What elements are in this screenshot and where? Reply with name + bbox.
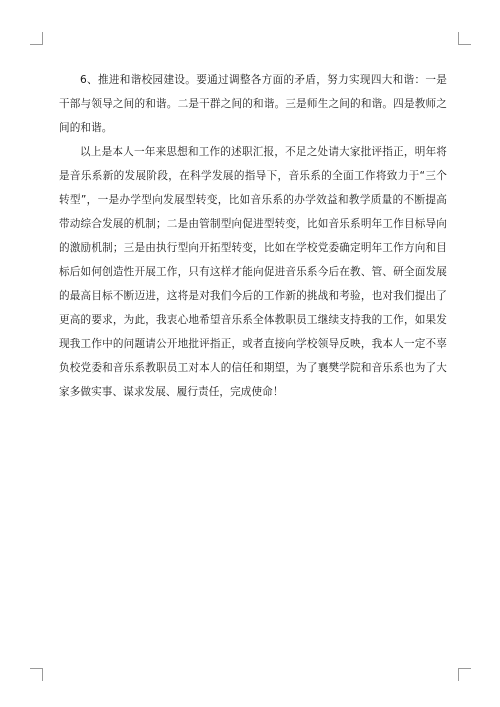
crop-mark-bottom-right <box>458 668 471 681</box>
crop-mark-top-right <box>458 32 471 45</box>
paragraph-harmonious-campus: 6、推进和谐校园建设。要通过调整各方面的矛盾，努力实现四大和谐：一是干部与领导之间的和谐。二是干群之间的和谐。三是师生之间的和谐。四是教师之间的和谐。 <box>59 74 447 134</box>
document-body <box>59 68 447 404</box>
paragraph-summary: 以上是本人一年来思想和工作的述职汇报，不足之处请大家批评指正，明年将是音乐系新的发展阶段，在科学发展的指导下，音乐系的全面工作将致力于“三个转型”，一是办学型向发展型转变，比如音乐系的办学效益和教学质量的不断提高带动综合发展的机制；二是由管制型向促进型转变，比如音乐系明年工作目标导向的激励机制；三是由执行型向开拓型转变，比如在学校党委确定明年工作方向和目标后如何创造性开展工作，只有这样才能向促进音乐系今后在教、管、研全面发展的最高目标不断迈进，这将是对我们今后的工作新的挑战和考验，也对我们提出了更高的要求，为此，我衷心地希望音乐系全体教职员工继续支持我的工作，如果发现我工作中的问题请公开地批评指正，或者直接向学校领导反映，我本人一定不辜负校党委和音乐系教职员工对本人的信任和期望，为了襄樊学院和音乐系也为了大家多做实事、谋求发展、履行责任，完成使命！ <box>59 146 447 398</box>
crop-mark-top-left <box>30 32 43 45</box>
crop-mark-bottom-left <box>30 668 43 681</box>
